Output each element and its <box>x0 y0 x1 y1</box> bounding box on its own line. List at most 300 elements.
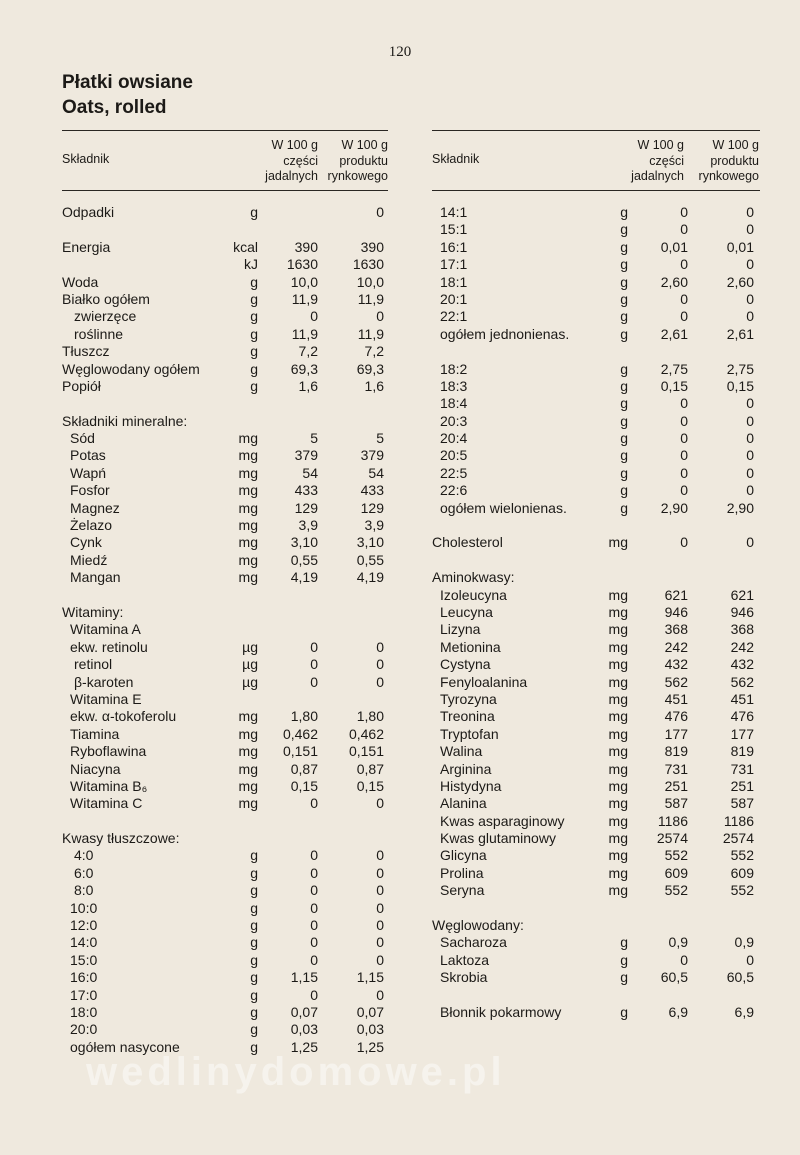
value-market: 0 <box>746 395 754 412</box>
nutrient-unit: g <box>620 969 628 986</box>
left-header-component: Składnik <box>62 152 110 166</box>
value-market: 0 <box>376 204 384 220</box>
table-row <box>62 761 388 778</box>
value-market: 609 <box>730 864 754 881</box>
nutrient-name: Kwasy tłuszczowe: <box>62 830 180 847</box>
nutrient-unit: kJ <box>244 256 258 273</box>
table-row <box>62 656 388 673</box>
nutrient-name: Wapń <box>70 464 107 481</box>
nutrient-name: Kwas asparaginowy <box>440 812 565 829</box>
table-row <box>62 447 388 464</box>
value-edible: 1,6 <box>298 377 318 394</box>
value-market: 587 <box>730 795 754 812</box>
nutrient-unit: mg <box>238 569 258 586</box>
value-edible: 0 <box>680 464 688 481</box>
nutrient-name: Sacharoza <box>440 934 507 951</box>
value-edible: 0 <box>310 882 318 899</box>
nutrient-unit: g <box>250 1021 258 1038</box>
nutrient-unit: g <box>620 395 628 412</box>
table-row <box>432 482 760 499</box>
table-row <box>432 447 760 464</box>
table-row <box>62 621 388 638</box>
nutrient-name: 15:1 <box>440 221 468 238</box>
nutrient-unit: g <box>250 882 258 899</box>
nutrient-unit: g <box>620 430 628 447</box>
value-edible: 69,3 <box>290 360 318 377</box>
table-row <box>432 743 760 760</box>
nutrient-name: 16:1 <box>440 238 468 255</box>
table-row <box>62 361 388 378</box>
nutrient-name: 18:2 <box>440 360 468 377</box>
right-header-component: Składnik <box>432 152 480 166</box>
table-row <box>62 395 388 412</box>
nutrient-unit: mg <box>608 586 628 603</box>
table-row <box>432 465 760 482</box>
nutrient-unit: mg <box>608 690 628 707</box>
table-row <box>62 987 388 1004</box>
table-row <box>432 813 760 830</box>
value-market: 379 <box>360 447 384 464</box>
nutrient-name: Cystyna <box>440 656 491 673</box>
nutrient-name: Błonnik pokarmowy <box>440 1003 562 1020</box>
value-market: 1,80 <box>356 708 384 725</box>
nutrient-name: Woda <box>62 273 99 290</box>
nutrient-unit: g <box>620 464 628 481</box>
nutrient-name: retinol <box>74 656 113 673</box>
value-edible: 0 <box>680 430 688 447</box>
value-market: 1,25 <box>356 1038 384 1055</box>
value-market: 0,462 <box>348 725 384 742</box>
nutrient-unit: mg <box>608 847 628 864</box>
nutrient-unit: mg <box>608 812 628 829</box>
nutrient-unit: g <box>250 969 258 986</box>
value-edible: 6,9 <box>668 1003 688 1020</box>
nutrient-name: Tiamina <box>70 725 120 742</box>
table-row <box>432 552 760 569</box>
value-edible: 2,61 <box>660 325 688 342</box>
page-title <box>62 70 193 120</box>
nutrient-name: 22:1 <box>440 308 468 325</box>
nutrient-name: 8:0 <box>74 882 94 899</box>
table-row <box>432 708 760 725</box>
nutrient-unit: g <box>250 899 258 916</box>
value-edible: 562 <box>664 673 688 690</box>
nutrient-name: Witamina B₆ <box>70 777 148 794</box>
table-row <box>62 691 388 708</box>
nutrient-name: 15:0 <box>70 951 98 968</box>
value-edible: 390 <box>294 238 318 255</box>
value-edible: 0 <box>680 221 688 238</box>
nutrient-name: Sód <box>70 430 95 447</box>
value-market: 390 <box>360 238 384 255</box>
nutrient-name: Potas <box>70 447 106 464</box>
nutrient-name: Miedź <box>70 551 108 568</box>
nutrient-unit: mg <box>608 534 628 551</box>
nutrient-unit: mg <box>608 673 628 690</box>
nutrient-name: 14:0 <box>70 934 98 951</box>
nutrient-unit: mg <box>238 795 258 812</box>
table-row <box>432 726 760 743</box>
nutrient-unit: mg <box>608 656 628 673</box>
value-market: 0 <box>746 290 754 307</box>
value-edible: 4,19 <box>290 569 318 586</box>
value-edible: 11,9 <box>291 325 318 342</box>
nutrient-unit: g <box>620 308 628 325</box>
value-market: 0,55 <box>356 551 384 568</box>
value-market: 3,10 <box>356 534 384 551</box>
value-market: 242 <box>730 638 754 655</box>
value-market: 0 <box>376 847 384 864</box>
value-market: 6,9 <box>734 1003 754 1020</box>
value-edible: 3,10 <box>290 534 318 551</box>
nutrient-name: Treonina <box>440 708 495 725</box>
table-row <box>432 778 760 795</box>
value-market: 0 <box>376 795 384 812</box>
value-edible: 0 <box>310 656 318 673</box>
value-edible: 0,87 <box>290 760 318 777</box>
value-edible: 0 <box>310 847 318 864</box>
value-market: 0 <box>746 204 754 220</box>
table-row <box>432 917 760 934</box>
table-row <box>62 308 388 325</box>
nutrient-name: ogółem nasycone <box>70 1038 180 1055</box>
nutrient-name: 20:1 <box>440 290 468 307</box>
nutrient-unit: g <box>620 499 628 516</box>
nutrient-unit: g <box>620 273 628 290</box>
nutrient-unit: mg <box>238 464 258 481</box>
value-market: 1,15 <box>356 969 384 986</box>
value-edible: 177 <box>664 725 688 742</box>
value-edible: 0 <box>680 308 688 325</box>
table-row <box>432 900 760 917</box>
value-market: 2,60 <box>726 273 754 290</box>
value-edible: 0 <box>680 290 688 307</box>
nutrient-name: Metionina <box>440 638 501 655</box>
nutrient-name: ekw. retinolu <box>70 638 148 655</box>
nutrient-name: Leucyna <box>440 603 493 620</box>
nutrient-name: Cynk <box>70 534 102 551</box>
value-market: 0 <box>376 917 384 934</box>
nutrient-unit: g <box>250 1003 258 1020</box>
table-row <box>62 674 388 691</box>
nutrient-unit: mg <box>608 725 628 742</box>
nutrient-unit: mg <box>238 708 258 725</box>
table-row <box>62 865 388 882</box>
nutrient-unit: mg <box>608 708 628 725</box>
table-row <box>432 969 760 986</box>
value-edible: 0,01 <box>660 238 688 255</box>
nutrient-name: Aminokwasy: <box>432 569 515 586</box>
nutrient-name: zwierzęce <box>74 308 137 325</box>
left-nutrient-table <box>62 204 388 1056</box>
value-market: 0 <box>746 534 754 551</box>
value-market: 4,19 <box>356 569 384 586</box>
nutrient-unit: mg <box>238 517 258 534</box>
table-row <box>432 256 760 273</box>
table-row <box>432 987 760 1004</box>
table-row <box>62 743 388 760</box>
nutrient-name: ekw. α-tokoferolu <box>70 708 177 725</box>
table-row <box>432 274 760 291</box>
left-header-edible: W 100 g części jadalnych <box>265 138 318 183</box>
nutrient-unit: mg <box>608 760 628 777</box>
value-market: 11,9 <box>357 290 384 307</box>
nutrient-name: Węglowodany ogółem <box>62 360 200 377</box>
nutrient-unit: g <box>620 221 628 238</box>
value-market: 0 <box>376 986 384 1003</box>
table-row <box>432 517 760 534</box>
value-edible: 251 <box>664 777 688 794</box>
nutrient-name: 22:5 <box>440 464 468 481</box>
value-edible: 0 <box>680 482 688 499</box>
nutrient-unit: mg <box>238 534 258 551</box>
nutrient-unit: g <box>620 934 628 951</box>
value-market: 69,3 <box>356 360 384 377</box>
table-row <box>62 882 388 899</box>
value-edible: 0 <box>310 899 318 916</box>
value-market: 2,61 <box>726 325 754 342</box>
value-edible: 2574 <box>656 830 688 847</box>
nutrient-unit: mg <box>608 603 628 620</box>
value-edible: 0,151 <box>282 743 318 760</box>
table-row <box>62 256 388 273</box>
value-market: 562 <box>730 673 754 690</box>
table-row <box>62 1004 388 1021</box>
nutrient-name: Składniki mineralne: <box>62 412 188 429</box>
value-edible: 1,80 <box>290 708 318 725</box>
value-market: 0 <box>746 482 754 499</box>
value-edible: 3,9 <box>298 517 318 534</box>
value-market: 3,9 <box>364 517 384 534</box>
value-market: 0 <box>746 447 754 464</box>
nutrient-name: Witamina E <box>70 690 142 707</box>
right-header-bottom-rule <box>432 190 760 191</box>
value-edible: 0 <box>680 395 688 412</box>
nutrient-unit: g <box>620 412 628 429</box>
right-header-top-rule <box>432 130 760 131</box>
table-row <box>432 326 760 343</box>
value-market: 60,5 <box>726 969 754 986</box>
nutrient-unit: mg <box>238 447 258 464</box>
nutrient-unit: g <box>250 986 258 1003</box>
nutrient-name: Izoleucyna <box>440 586 507 603</box>
nutrient-unit: g <box>250 951 258 968</box>
value-edible: 0 <box>680 951 688 968</box>
table-row <box>432 239 760 256</box>
value-market: 621 <box>730 586 754 603</box>
value-edible: 587 <box>664 795 688 812</box>
nutrient-name: Popiół <box>62 377 101 394</box>
nutrient-unit: g <box>250 343 258 360</box>
nutrient-name: Białko ogółem <box>62 290 150 307</box>
nutrient-unit: g <box>250 847 258 864</box>
nutrient-name: Arginina <box>440 760 492 777</box>
table-row <box>62 239 388 256</box>
nutrient-unit: mg <box>238 760 258 777</box>
value-market: 10,0 <box>356 273 384 290</box>
value-market: 0 <box>746 256 754 273</box>
value-edible: 0 <box>310 951 318 968</box>
table-row <box>62 552 388 569</box>
value-market: 0 <box>376 308 384 325</box>
value-market: 0,15 <box>356 777 384 794</box>
nutrient-unit: g <box>620 951 628 968</box>
value-edible: 609 <box>664 864 688 881</box>
nutrient-name: Walina <box>440 743 483 760</box>
value-market: 0 <box>746 951 754 968</box>
value-edible: 552 <box>664 847 688 864</box>
nutrient-name: ogółem jednonienas. <box>440 325 570 342</box>
nutrient-unit: g <box>620 238 628 255</box>
table-row <box>62 326 388 343</box>
nutrient-unit: mg <box>608 621 628 638</box>
nutrient-name: Magnez <box>70 499 120 516</box>
table-row <box>62 587 388 604</box>
value-edible: 0,03 <box>290 1021 318 1038</box>
table-row <box>62 413 388 430</box>
table-row <box>62 813 388 830</box>
nutrient-unit: mg <box>608 882 628 899</box>
nutrient-name: Tryptofan <box>440 725 499 742</box>
table-row <box>432 830 760 847</box>
nutrient-name: Kwas glutaminowy <box>440 830 556 847</box>
nutrient-unit: mg <box>238 777 258 794</box>
table-row <box>432 639 760 656</box>
table-row <box>432 395 760 412</box>
value-edible: 0,07 <box>290 1003 318 1020</box>
nutrient-name: Odpadki <box>62 204 115 220</box>
value-edible: 946 <box>664 603 688 620</box>
table-row <box>62 639 388 656</box>
nutrient-unit: µg <box>242 638 258 655</box>
nutrient-name: 10:0 <box>70 899 98 916</box>
value-market: 0,87 <box>356 760 384 777</box>
nutrient-unit: g <box>620 360 628 377</box>
nutrient-name: 4:0 <box>74 847 94 864</box>
nutrient-unit: g <box>620 1003 628 1020</box>
table-row <box>62 569 388 586</box>
value-edible: 11,9 <box>291 290 318 307</box>
nutrient-name: 18:1 <box>440 273 468 290</box>
value-edible: 1,25 <box>290 1038 318 1055</box>
value-edible: 2,90 <box>660 499 688 516</box>
nutrient-name: 18:3 <box>440 377 468 394</box>
table-row <box>62 969 388 986</box>
nutrient-unit: g <box>620 482 628 499</box>
value-market: 2,75 <box>726 360 754 377</box>
value-edible: 0 <box>310 934 318 951</box>
title-english: Oats, rolled <box>62 97 167 118</box>
nutrient-name: Seryna <box>440 882 485 899</box>
value-edible: 379 <box>294 447 318 464</box>
value-market: 2,90 <box>726 499 754 516</box>
nutrient-name: Fosfor <box>70 482 110 499</box>
nutrient-unit: mg <box>238 482 258 499</box>
table-row <box>432 378 760 395</box>
value-market: 0 <box>746 430 754 447</box>
right-header-market: W 100 g produktu rynkowego <box>698 138 759 183</box>
value-market: 0,07 <box>356 1003 384 1020</box>
nutrient-name: Lizyna <box>440 621 481 638</box>
table-row <box>62 517 388 534</box>
nutrient-name: Skrobia <box>440 969 488 986</box>
table-row <box>432 847 760 864</box>
value-market: 11,9 <box>357 325 384 342</box>
value-edible: 0 <box>680 256 688 273</box>
value-edible: 0 <box>310 864 318 881</box>
value-market: 432 <box>730 656 754 673</box>
value-market: 433 <box>360 482 384 499</box>
value-edible: 2,60 <box>660 273 688 290</box>
nutrient-unit: g <box>620 377 628 394</box>
value-market: 177 <box>730 725 754 742</box>
nutrient-unit: mg <box>608 777 628 794</box>
nutrient-name: Witamina A <box>70 621 141 638</box>
value-edible: 0 <box>680 447 688 464</box>
value-market: 0,01 <box>726 238 754 255</box>
nutrient-unit: µg <box>242 673 258 690</box>
nutrient-name: 16:0 <box>70 969 98 986</box>
value-edible: 433 <box>294 482 318 499</box>
value-market: 0 <box>376 899 384 916</box>
value-market: 0 <box>376 656 384 673</box>
table-row <box>432 1004 760 1021</box>
value-edible: 1,15 <box>290 969 318 986</box>
value-market: 0 <box>376 638 384 655</box>
table-row <box>432 430 760 447</box>
value-edible: 476 <box>664 708 688 725</box>
table-row <box>62 343 388 360</box>
value-market: 0,151 <box>348 743 384 760</box>
table-row <box>432 621 760 638</box>
table-row <box>62 378 388 395</box>
value-edible: 0,55 <box>290 551 318 568</box>
table-row <box>62 900 388 917</box>
table-row <box>62 291 388 308</box>
value-edible: 0 <box>680 412 688 429</box>
nutrient-name: roślinne <box>74 325 124 342</box>
watermark-text: wedlinydomowe.pl <box>86 1050 506 1094</box>
value-edible: 0 <box>310 308 318 325</box>
value-edible: 0 <box>310 986 318 1003</box>
nutrient-name: Węglowodany: <box>432 917 524 934</box>
value-market: 251 <box>730 777 754 794</box>
left-header-top-rule <box>62 130 388 131</box>
value-edible: 0 <box>310 917 318 934</box>
value-edible: 0,15 <box>290 777 318 794</box>
nutrient-name: 22:6 <box>440 482 468 499</box>
value-edible: 129 <box>294 499 318 516</box>
nutrient-name: 18:4 <box>440 395 468 412</box>
title-polish: Płatki owsiane <box>62 72 193 93</box>
value-market: 0,03 <box>356 1021 384 1038</box>
nutrient-unit: mg <box>238 725 258 742</box>
nutrient-name: 14:1 <box>440 204 468 220</box>
value-market: 7,2 <box>364 343 384 360</box>
nutrient-unit: g <box>250 290 258 307</box>
nutrient-unit: g <box>250 917 258 934</box>
nutrient-name: 17:1 <box>440 256 468 273</box>
nutrient-unit: g <box>620 325 628 342</box>
nutrient-unit: mg <box>608 864 628 881</box>
value-market: 0 <box>746 221 754 238</box>
value-market: 819 <box>730 743 754 760</box>
value-market: 0,9 <box>734 934 754 951</box>
value-market: 1630 <box>352 256 384 273</box>
table-row <box>432 795 760 812</box>
value-edible: 621 <box>664 586 688 603</box>
nutrient-unit: g <box>620 447 628 464</box>
